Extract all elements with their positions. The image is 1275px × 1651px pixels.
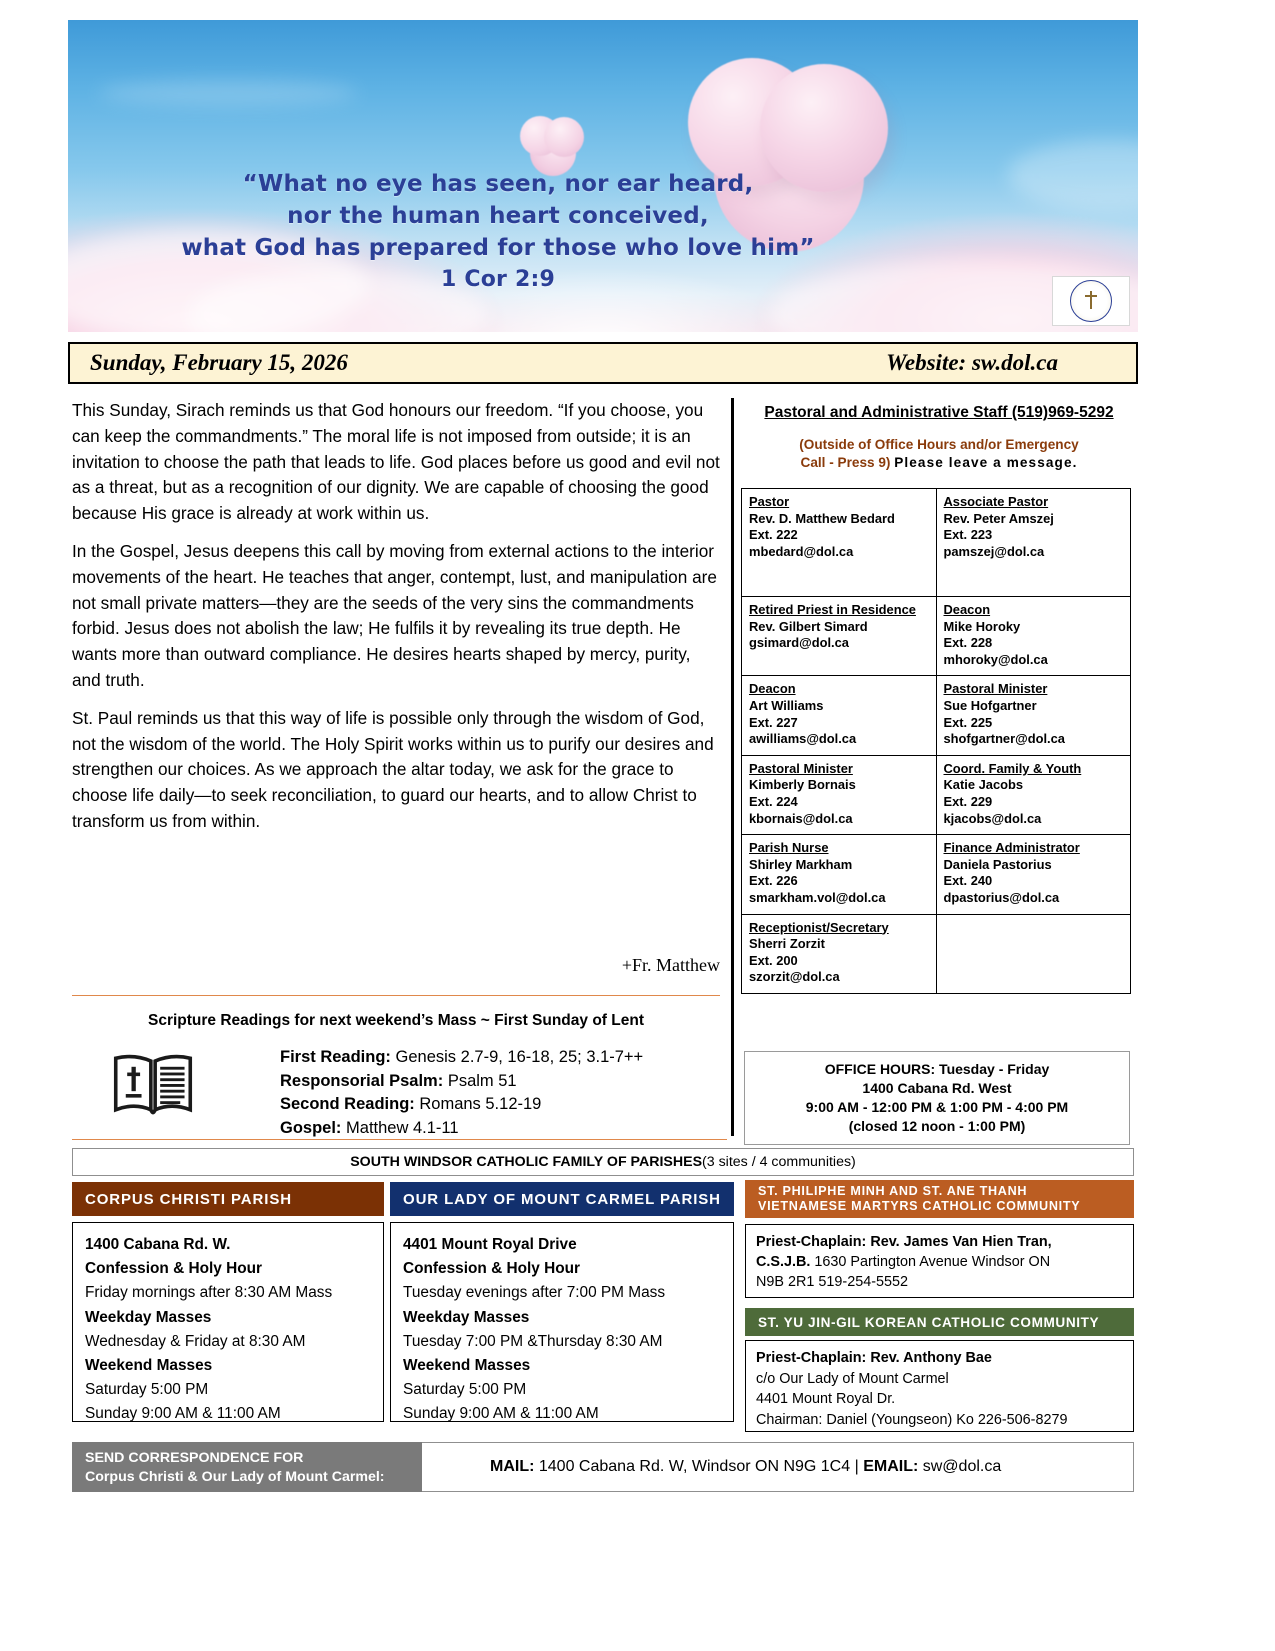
office-hours-line: OFFICE HOURS: Tuesday - Friday [824,1061,1050,1077]
staff-email[interactable]: kbornais@dol.ca [749,810,853,826]
staff-email[interactable]: gsimard@dol.ca [749,635,849,651]
staff-email[interactable]: dpastorius@dol.ca [943,889,1060,905]
staff-directory-table [741,488,1131,994]
reading-item [280,1117,720,1141]
verse-line-2: nor the human heart conceived, [287,203,709,229]
parish-line-bold: Weekend Masses [403,1357,531,1375]
staff-email[interactable]: shofgartner@dol.ca [943,731,1065,747]
header-banner-image [68,20,1138,332]
staff-ext: Ext. 223 [943,527,993,543]
staff-role: Pastoral Minister [749,760,853,776]
staff-name: Sue Hofgartner [943,697,1037,713]
staff-name: Daniela Pastorius [943,856,1052,872]
table-row [742,914,1131,993]
correspondence-label [72,1442,422,1492]
parish-details-mount-carmel [390,1222,734,1422]
website-link[interactable]: Website: sw.dol.ca [886,350,1058,375]
scripture-readings-title: Scripture Readings for next weekend’s Mass ~ First Sunday of Lent [148,1012,644,1029]
reading-value: Romans 5.12-19 [419,1095,542,1113]
table-row [742,597,1131,676]
parish-header-mount-carmel: OUR LADY OF MOUNT CARMEL PARISH [390,1182,734,1216]
staff-name: Rev. Peter Amszej [943,510,1054,526]
staff-ext: Ext. 240 [943,873,993,889]
parish-line-bold: Weekday Masses [85,1308,212,1326]
office-hours-box [744,1051,1130,1145]
reading-value: Matthew 4.1-11 [346,1118,459,1137]
staff-cell [742,597,937,676]
article-signature: +Fr. Matthew [621,955,720,975]
staff-name: Sherri Zorzit [749,936,825,952]
pastor-message [72,398,720,847]
korean-chaplain: Priest-Chaplain: Rev. Anthony Bae [756,1350,992,1366]
seal-icon [1070,280,1112,322]
staff-name: Rev. Gilbert Simard [749,618,868,634]
email-label: EMAIL: [863,1458,919,1475]
staff-cell [742,914,937,993]
staff-role: Pastor [749,494,790,509]
korean-community-details [745,1340,1134,1432]
family-subtitle: (3 sites / 4 communities) [702,1154,856,1170]
staff-email[interactable]: szorzit@dol.ca [749,969,840,985]
leave-message-text: Please leave a message. [894,455,1078,470]
parish-line-light: Sunday 9:00 AM & 11:00 AM [85,1405,281,1423]
article-paragraph: In the Gospel, Jesus deepens this call by moving from external actions to the interior movements of the heart. He teaches that anger, contempt, lust, and manipulation are not small private matters—they are the seeds of the very sins the commandments forbid. Jesus does not abolish the law; He fulfils it by revealing its true depth. He wants more than outward compliance. He desires hearts shaped by mercy, purity, and truth. [72,540,717,690]
scripture-readings-list [280,1046,720,1140]
staff-cell [936,676,1131,755]
staff-cell [742,489,937,597]
parish-line-bold: Weekday Masses [403,1308,530,1326]
parish-line-light: Wednesday & Friday at 8:30 AM [85,1332,306,1350]
staff-email[interactable]: mhoroky@dol.ca [943,651,1048,667]
staff-ext: Ext. 227 [749,714,798,730]
article-paragraph: St. Paul reminds us that this way of life is possible only through the wisdom of God, not the wisdom of the world. The Holy Spirit works within us to purify our desires and strengthen our choices. As we approach the altar today, we ask for the grace to choose life daily—to seek reconciliation, to guard our hearts, and to allow Christ to transform us from within. [72,707,714,831]
korean-line: 4401 Mount Royal Dr. [756,1391,896,1407]
staff-ext: Ext. 222 [749,527,798,543]
staff-ext: Ext. 225 [943,714,993,730]
family-of-parishes-band [72,1148,1134,1176]
correspondence-line2: Corpus Christi & Our Lady of Mount Carmel: [85,1469,385,1485]
staff-email[interactable]: mbedard@dol.ca [749,543,854,559]
vietnamese-order: C.S.J.B. [756,1254,811,1270]
parish-line-bold: Confession & Holy Hour [85,1260,262,1278]
staff-name: Katie Jacobs [943,777,1024,793]
staff-email[interactable]: kjacobs@dol.ca [943,810,1042,826]
email-value[interactable]: sw@dol.ca [918,1458,1002,1475]
staff-name: Shirley Markham [749,856,853,872]
staff-ext: Ext. 224 [749,793,798,809]
staff-cell [936,835,1131,914]
table-row [742,489,1131,597]
parish-line-light: Sunday 9:00 AM & 11:00 AM [403,1405,599,1423]
mail-label: MAIL: [490,1458,535,1475]
vietnamese-address: 1630 Partington Avenue Windsor ON [810,1254,1051,1270]
reading-item [280,1046,720,1070]
staff-email[interactable]: smarkham.vol@dol.ca [749,889,886,905]
staff-cell [742,676,937,755]
parish-header-vietnamese [745,1180,1134,1218]
staff-ext: Ext. 226 [749,873,798,889]
banner-verse [68,168,928,296]
staff-ext: Ext. 229 [943,793,993,809]
staff-role: Retired Priest in Residence [749,602,916,617]
reading-value: Genesis 2.7-9, 16-18, 25; 3.1-7++ [395,1048,644,1066]
staff-role: Deacon [749,681,796,697]
staff-name: Art Williams [749,697,824,713]
korean-chairman: Chairman: Daniel (Youngseon) Ko 226-506-8279 [756,1411,1068,1428]
staff-role: Pastoral Minister [943,681,1048,697]
staff-role: Deacon [943,602,991,617]
parish-details-corpus-christi [72,1222,384,1422]
date-website-bar [68,342,1138,384]
korean-line: c/o Our Lady of Mount Carmel [756,1370,949,1387]
staff-role: Finance Administrator [943,840,1080,856]
divider-orange-lower [72,1139,727,1140]
parish-line-light: Saturday 5:00 PM [403,1381,527,1399]
parish-address: 1400 Cabana Rd. W. [85,1236,231,1253]
vietnamese-community-details [745,1224,1134,1298]
office-closed-line: (closed 12 noon - 1:00 PM) [848,1118,1026,1134]
staff-role: Associate Pastor [943,494,1049,509]
vietnamese-header-line2: VIETNAMESE MARTYRS CATHOLIC COMMUNITY [758,1199,1081,1213]
verse-reference: 1 Cor 2:9 [441,267,555,292]
reading-label: Second Reading: [280,1095,415,1113]
reading-value: Psalm 51 [447,1071,517,1090]
correspondence-line1: SEND CORRESPONDENCE FOR [85,1450,304,1466]
vietnamese-header-line1: ST. PHILIPHE MINH AND ST. ANE THANH [758,1184,1028,1198]
verse-line-1: “What no eye has seen, nor ear heard, [242,171,754,197]
table-row [742,755,1131,834]
reading-item [280,1070,720,1094]
staff-ext: Ext. 200 [749,952,798,968]
staff-role: Receptionist/Secretary [749,919,889,935]
cloud-wisp [98,80,358,106]
vietnamese-postal-phone: N9B 2R1 519-254-5552 [756,1274,909,1290]
staff-email[interactable]: awilliams@dol.ca [749,731,857,747]
open-bible-icon [110,1048,196,1120]
family-title: SOUTH WINDSOR CATHOLIC FAMILY OF PARISHES [350,1154,703,1170]
cloud-wisp [1008,140,1138,210]
staff-name: Rev. D. Matthew Bedard [749,510,895,526]
reading-item [280,1093,720,1117]
article-paragraph: This Sunday, Sirach reminds us that God honours our freedom. “If you choose, you can keep the commandments.” The moral life is not imposed from outside; it is an invitation to choose the path that leads to life. God places before us good and evil not as a threat, but as a recognition of our dignity. We are capable of choosing the good because His grace is already at work within us. [72,400,720,524]
reading-label: First Reading: [280,1048,391,1066]
parish-header-korean: ST. YU JIN-GIL KOREAN CATHOLIC COMMUNITY [745,1308,1134,1336]
office-address-line: 1400 Cabana Rd. West [862,1080,1012,1096]
staff-email[interactable]: pamszej@dol.ca [943,543,1045,559]
staff-cell [936,489,1131,597]
parish-line-bold: Weekend Masses [85,1357,213,1375]
staff-directory-title: Pastoral and Administrative Staff (519)969-5292 [764,404,1114,421]
staff-cell [936,755,1131,834]
mail-value: 1400 Cabana Rd. W, Windsor ON N9G 1C4 | [534,1458,864,1475]
parish-line-bold: Confession & Holy Hour [403,1260,580,1278]
staff-role: Coord. Family & Youth [943,760,1082,776]
table-row [742,676,1131,755]
after-hours-line1: (Outside of Office Hours and/or Emergency [799,437,1079,452]
bulletin-date: Sunday, February 15, 2026 [90,350,348,375]
parish-line-light: Tuesday 7:00 PM &Thursday 8:30 AM [403,1332,663,1350]
parish-seal-logo [1052,276,1130,326]
staff-after-hours-note [748,436,1130,472]
staff-role: Parish Nurse [749,840,829,856]
staff-name: Kimberly Bornais [749,777,856,793]
reading-label: Gospel: [280,1118,342,1137]
staff-cell-empty [936,914,1131,993]
verse-line-3: what God has prepared for those who love him” [181,235,815,261]
office-times-line: 9:00 AM - 12:00 PM & 1:00 PM - 4:00 PM [805,1099,1069,1115]
divider-orange [72,995,720,996]
reading-label: Responsorial Psalm: [280,1071,444,1090]
correspondence-details [422,1442,1134,1492]
column-divider [731,398,734,1136]
vietnamese-chaplain: Priest-Chaplain: Rev. James Van Hien Tran, [756,1234,1052,1250]
staff-ext: Ext. 228 [943,635,993,651]
after-hours-line2: Call - Press 9) [800,455,891,470]
staff-cell [742,835,937,914]
parish-line-light: Saturday 5:00 PM [85,1381,209,1399]
parish-line-light: Tuesday evenings after 7:00 PM Mass [403,1284,666,1302]
parish-address: 4401 Mount Royal Drive [403,1236,577,1253]
staff-cell [936,597,1131,676]
staff-name: Mike Horoky [943,618,1021,634]
parish-header-corpus-christi: CORPUS CHRISTI PARISH [72,1182,384,1216]
parish-line-light: Friday mornings after 8:30 AM Mass [85,1284,333,1302]
table-row [742,835,1131,914]
staff-cell [742,755,937,834]
